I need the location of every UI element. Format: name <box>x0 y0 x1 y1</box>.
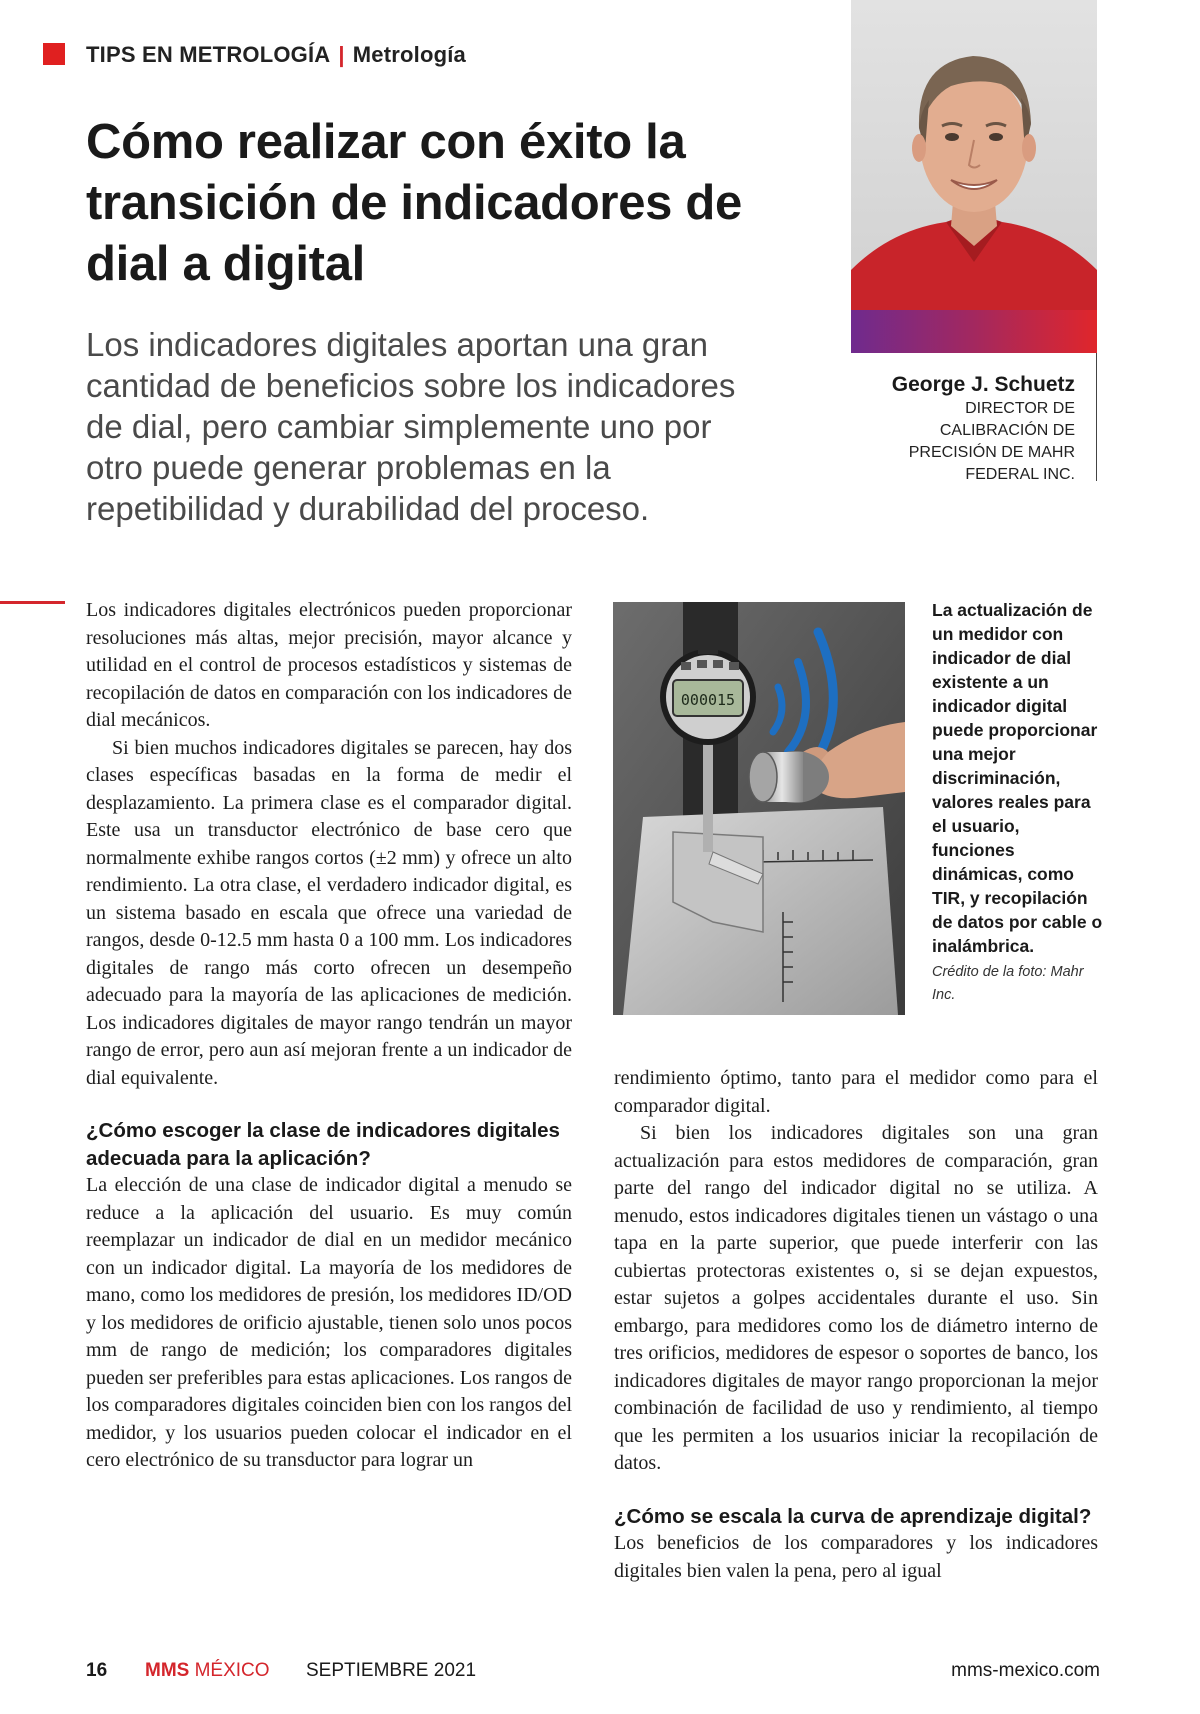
subsection-name: Metrología <box>352 42 466 67</box>
body-paragraph: Los beneficios de los comparadores y los indicadores digitales bien valen la pena, pero al igual <box>614 1532 1098 1582</box>
website-url[interactable]: mms-mexico.com <box>951 1660 1100 1681</box>
article-title: Cómo realizar con éxito la transición de indicadores de dial a digital <box>86 115 742 291</box>
brand-bold: MMS <box>145 1660 190 1681</box>
article-deck: Los indicadores digitales aportan una gran cantidad de beneficios sobre los indicadores de dial, pero cambiar simplemente uno por otro puede generar problemas en la repetibilidad y durabilidad del proceso. <box>86 326 736 527</box>
brand-regular: MÉXICO <box>194 1660 270 1681</box>
byline-rule <box>1096 353 1097 481</box>
body-column-right <box>614 1065 1098 1585</box>
author-title: DIRECTOR DE CALIBRACIÓN DE PRECISIÓN DE MAHR FEDERAL INC. <box>908 400 1075 483</box>
section-name: TIPS EN METROLOGÍA <box>86 42 331 67</box>
issue-date: SEPTIEMBRE 2021 <box>306 1660 477 1681</box>
indicator-display-reading: 000015 <box>680 691 736 709</box>
figure-photo <box>613 602 905 1015</box>
body-paragraph: Los indicadores digitales electrónicos pueden proporcionar resoluciones más altas, mejor precisión, mayor alcance y utilidad en el control de procesos estadísticos y sistemas de recopilación de datos en comparación con los indicadores de dial mecánicos. <box>86 599 572 731</box>
section-square-icon <box>43 43 65 65</box>
author-name: George J. Schuetz <box>891 373 1075 396</box>
author-photo <box>851 0 1097 353</box>
section-label <box>86 42 466 68</box>
page-number: 16 <box>86 1660 108 1681</box>
column-start-rule <box>0 601 65 604</box>
figure-caption: La actualización de un medidor con indicador de dial existente a un indicador digital puede proporcionar una mejor discriminación, valores reales para el usuario, funciones dinámicas, como TIR, y recopilación de datos por cable o inalámbrica. <box>932 600 1103 956</box>
magazine-brand <box>145 1660 270 1682</box>
body-paragraph: rendimiento óptimo, tanto para el medidor como para el comparador digital. <box>614 1067 1098 1117</box>
section-subhead: ¿Cómo escoger la clase de indicadores digitales adecuada para la aplicación? <box>86 1119 560 1170</box>
body-paragraph: La elección de una clase de indicador digital a menudo se reduce a la aplicación del usuario. Es muy común reemplazar un indicador de dial en un medidor mecánico con un indicador digital. La mayoría de los medidores de mano, como los medidores de presión, los medidores ID/OD y los medidores de orificio ajustable, tienen solo unos pocos mm de rango de medición; los comparadores digitales pueden ser preferibles para estas aplicaciones. Los rangos de los comparadores digitales coinciden bien con los rangos del medidor, y los usuarios pueden colocar el indicador en el cero electrónico de su transductor para lograr un <box>86 1174 572 1471</box>
photo-credit: Crédito de la foto: Mahr Inc. <box>932 964 1084 1003</box>
body-paragraph: Si bien muchos indicadores digitales se parecen, hay dos clases específicas basadas en la forma de medir el desplazamiento. La primera clase es el comparador digital. Este usa un transductor electrónico de base cero que normalmente exhibe rangos cortos (±2 mm) y ofrece un alto rendimiento. La otra clase, el verdadero indicador digital, es un sistema basado en escala que ofrece una variedad de rangos, desde 0-12.5 mm hasta 0 a 100 mm. Los indicadores digitales de rango más corto ofrecen un desempeño adecuado para la mayoría de las aplicaciones de medición. Los indicadores digitales de mayor rango tendrán un mayor rango de error, pero aun así mejoran frente a un indicador de dial equivalente. <box>86 736 572 1089</box>
body-paragraph: Si bien los indicadores digitales son una gran actualización para estos medidores de comparación, gran parte del rango del indicador digital no se utiliza. A menudo, estos indicadores digitales tienen un vástago o una tapa en la parte superior, que puede interferir con las cubiertas protectoras existentes o, si se dejan expuestos, estar sujetos a golpes accidentales durante el uso. Sin embargo, para medidores como los de diámetro interno de tres orificios, medidores de espesor o soportes de banco, los indicadores digitales de mayor rango proporcionan la mejor combinación de facilidad de uso y rendimiento, al tiempo que les permiten a los usuarios iniciar la recopilación de datos. <box>614 1122 1098 1474</box>
section-separator: | <box>338 42 345 67</box>
body-column-left <box>86 597 572 1475</box>
section-subhead: ¿Cómo se escala la curva de aprendizaje digital? <box>614 1504 1092 1528</box>
